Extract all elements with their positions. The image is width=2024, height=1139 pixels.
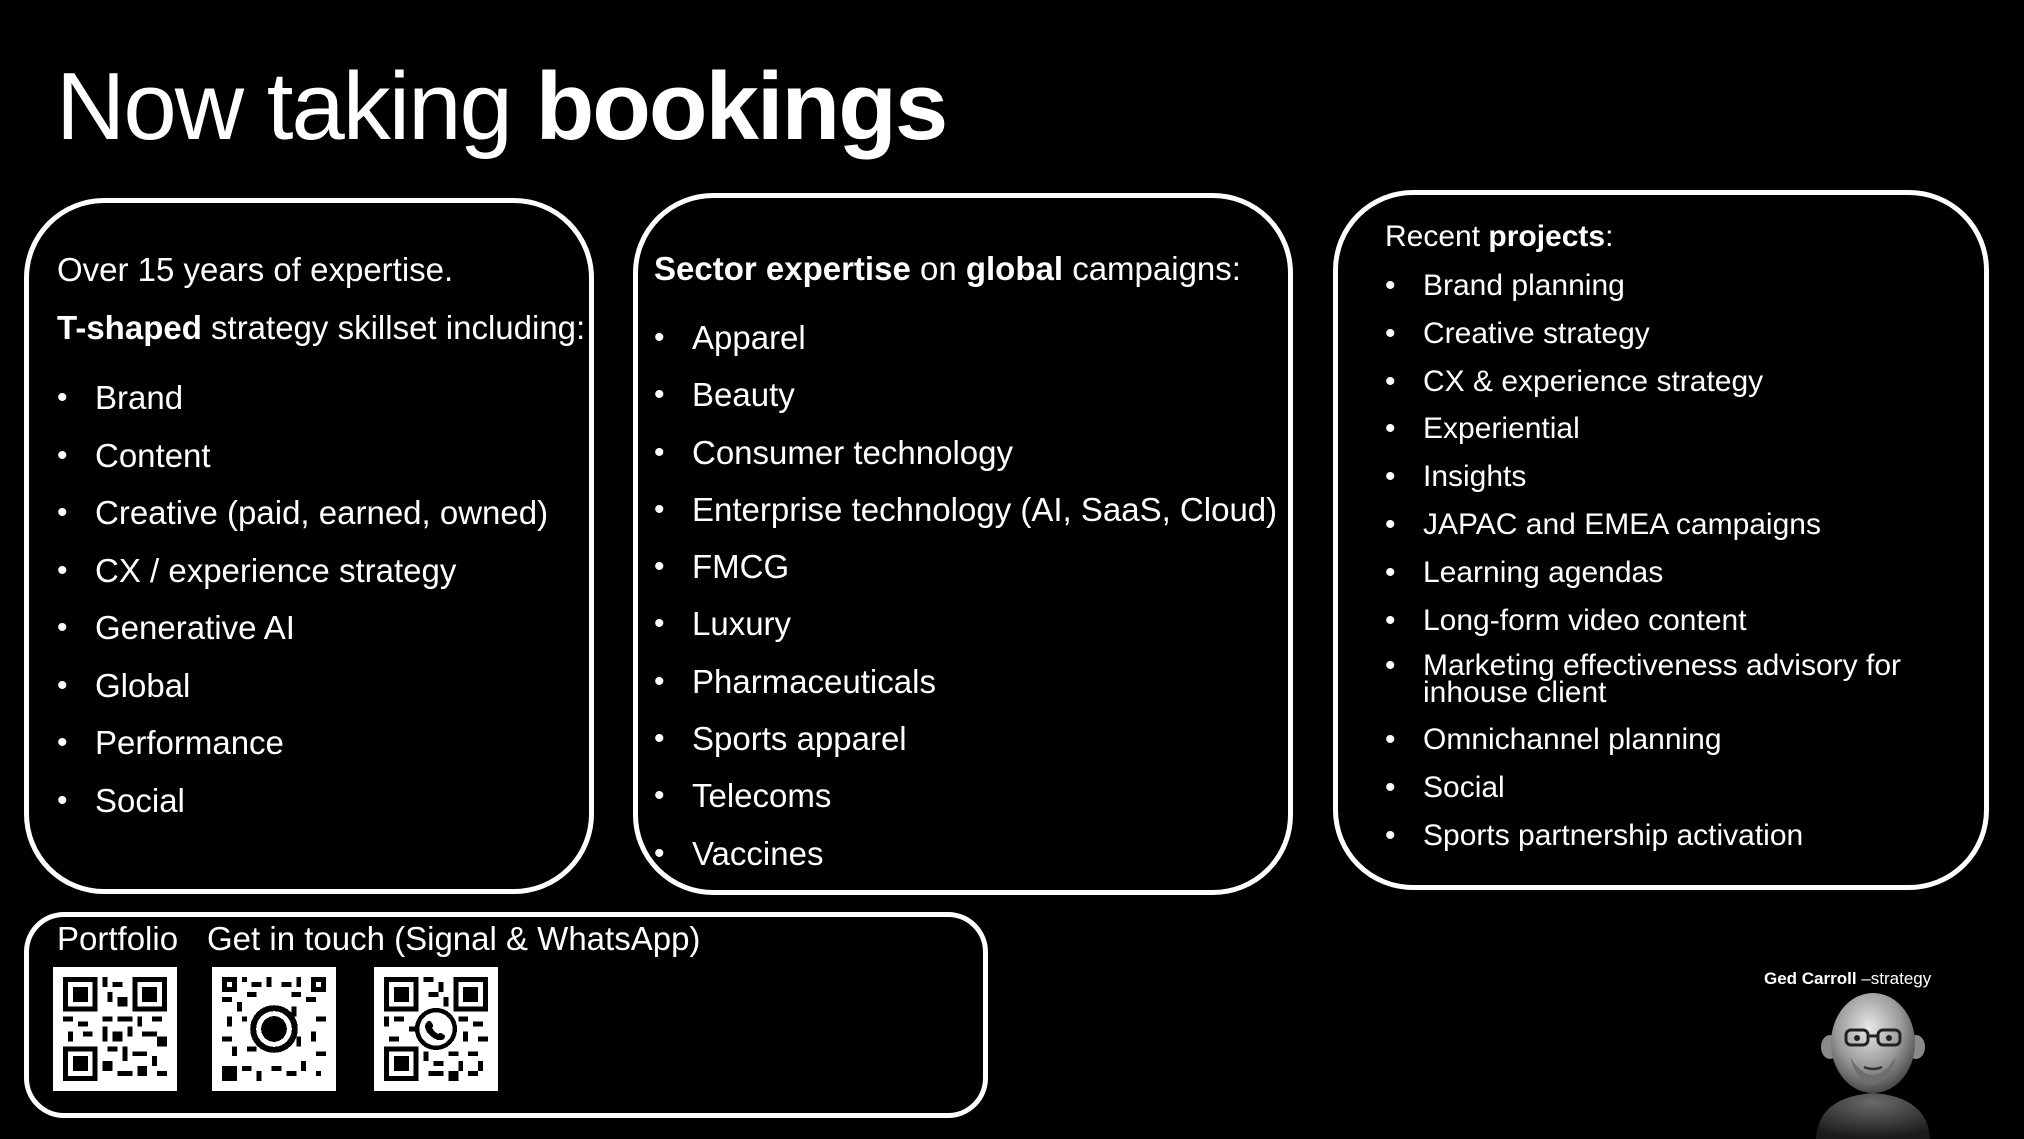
signal-qr-icon [222,977,326,1081]
list-item: • Experiential [1385,405,1905,453]
list-item: • Content [57,427,585,485]
projects-heading [1385,222,1905,252]
sectors-heading-bold2: global [965,250,1064,287]
sectors-list [654,309,1277,882]
list-item: • Sports partnership activation [1385,812,1905,860]
projects-content [1385,222,1905,860]
expertise-content [57,253,585,829]
page-title [56,52,946,162]
signature-suffix: –strategy [1856,969,1932,988]
portfolio-label: Portfolio [57,920,179,957]
list-item: • Enterprise technology (AI, SaaS, Cloud) [654,481,1277,538]
list-item: • Insights [1385,453,1905,501]
signal-qr-code-icon[interactable] [212,967,336,1091]
list-item: • CX / experience strategy [57,542,585,600]
list-item: • Apparel [654,309,1277,366]
list-item: • CX & experience strategy [1385,358,1905,406]
list-item: • Global [57,657,585,715]
list-item: • Omnichannel planning [1385,716,1905,764]
list-item: • Luxury [654,595,1277,652]
projects-heading-bold: projects [1488,220,1606,253]
list-item: • Pharmaceuticals [654,653,1277,710]
sectors-heading-bold1: Sector expertise [654,250,911,287]
projects-heading-colon: : [1605,220,1614,253]
skillset-list [57,369,585,829]
avatar [1798,985,1948,1139]
skillset-heading [57,311,585,344]
portfolio-qr-code-icon[interactable] [53,967,177,1091]
whatsapp-qr-code-icon[interactable] [374,967,498,1091]
title-bold: bookings [535,53,947,160]
list-item: • Creative strategy [1385,310,1905,358]
list-item: • Beauty [654,366,1277,423]
list-item: • Marketing effectiveness advisory for inhouse client [1385,644,1905,716]
list-item: • Vaccines [654,825,1277,882]
projects-heading-light: Recent [1385,220,1489,253]
list-item: • Learning agendas [1385,549,1905,597]
get-in-touch-label: Get in touch (Signal & WhatsApp) [207,920,701,957]
list-item: • JAPAC and EMEA campaigns [1385,501,1905,549]
list-item: • Long-form video content [1385,597,1905,645]
list-item: • Social [1385,764,1905,812]
list-item: • Brand [57,369,585,427]
list-item: • Generative AI [57,599,585,657]
list-item: • Sports apparel [654,710,1277,767]
list-item: • Performance [57,714,585,772]
sectors-content [654,252,1277,882]
sectors-heading-mid: on [910,250,966,287]
skillset-bold: T-shaped [57,309,202,346]
sectors-heading [654,252,1277,285]
list-item: • Creative (paid, earned, owned) [57,484,585,542]
list-item: • Social [57,772,585,830]
skillset-rest: strategy skillset including: [201,309,586,346]
list-item: • Brand planning [1385,262,1905,310]
list-item: • Consumer technology [654,424,1277,481]
expertise-intro: Over 15 years of expertise. [57,251,454,288]
list-item: • Telecoms [654,767,1277,824]
title-light: Now taking [56,53,536,160]
sectors-heading-rest: campaigns: [1063,250,1241,287]
signature-name: Ged Carroll [1764,969,1857,988]
projects-list [1385,262,1905,860]
whatsapp-qr-icon [384,977,488,1081]
qr-code-icon [63,977,167,1081]
list-item: • FMCG [654,538,1277,595]
